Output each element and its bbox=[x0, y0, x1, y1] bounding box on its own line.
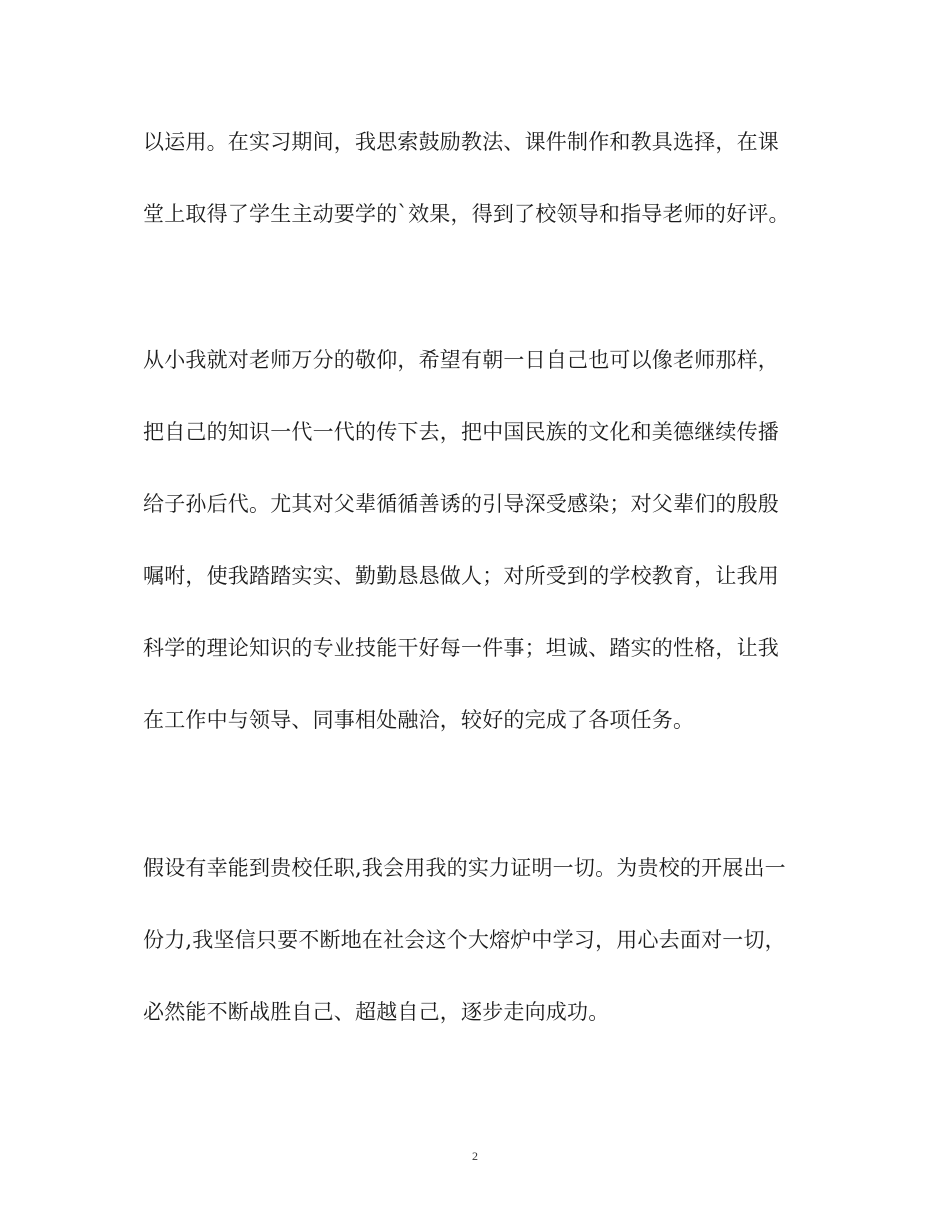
text-line: 把自己的知识一代一代的传下去，把中国民族的文化和美德继续传播 bbox=[143, 420, 779, 444]
text-line: 必然能不断战胜自己、超越自己，逐步走向成功。 bbox=[143, 1000, 610, 1024]
text-line: 假设有幸能到贵校任职,我会用我的实力证明一切。为贵校的开展出一 bbox=[143, 856, 786, 880]
text-line: 在工作中与领导、同事相处融洽，较好的完成了各项任务。 bbox=[143, 708, 695, 732]
text-line: 份力,我坚信只要不断地在社会这个大熔炉中学习，用心去面对一切， bbox=[143, 928, 786, 952]
text-line: 从小我就对老师万分的敬仰，希望有朝一日自己也可以像老师那样， bbox=[143, 348, 779, 372]
text-line: 科学的理论知识的专业技能干好每一件事；坦诚、踏实的性格，让我 bbox=[143, 636, 779, 660]
text-line: 堂上取得了学生主动要学的`效果，得到了校领导和指导老师的好评。 bbox=[143, 202, 790, 226]
text-line: 给子孙后代。尤其对父辈循循善诱的引导深受感染；对父辈们的殷殷 bbox=[143, 492, 779, 516]
text-line: 以运用。在实习期间，我思索鼓励教法、课件制作和教具选择，在课 bbox=[143, 130, 779, 154]
page-number: 2 bbox=[472, 1149, 478, 1163]
text-line: 嘱咐，使我踏踏实实、勤勤恳恳做人；对所受到的学校教育，让我用 bbox=[143, 564, 779, 588]
